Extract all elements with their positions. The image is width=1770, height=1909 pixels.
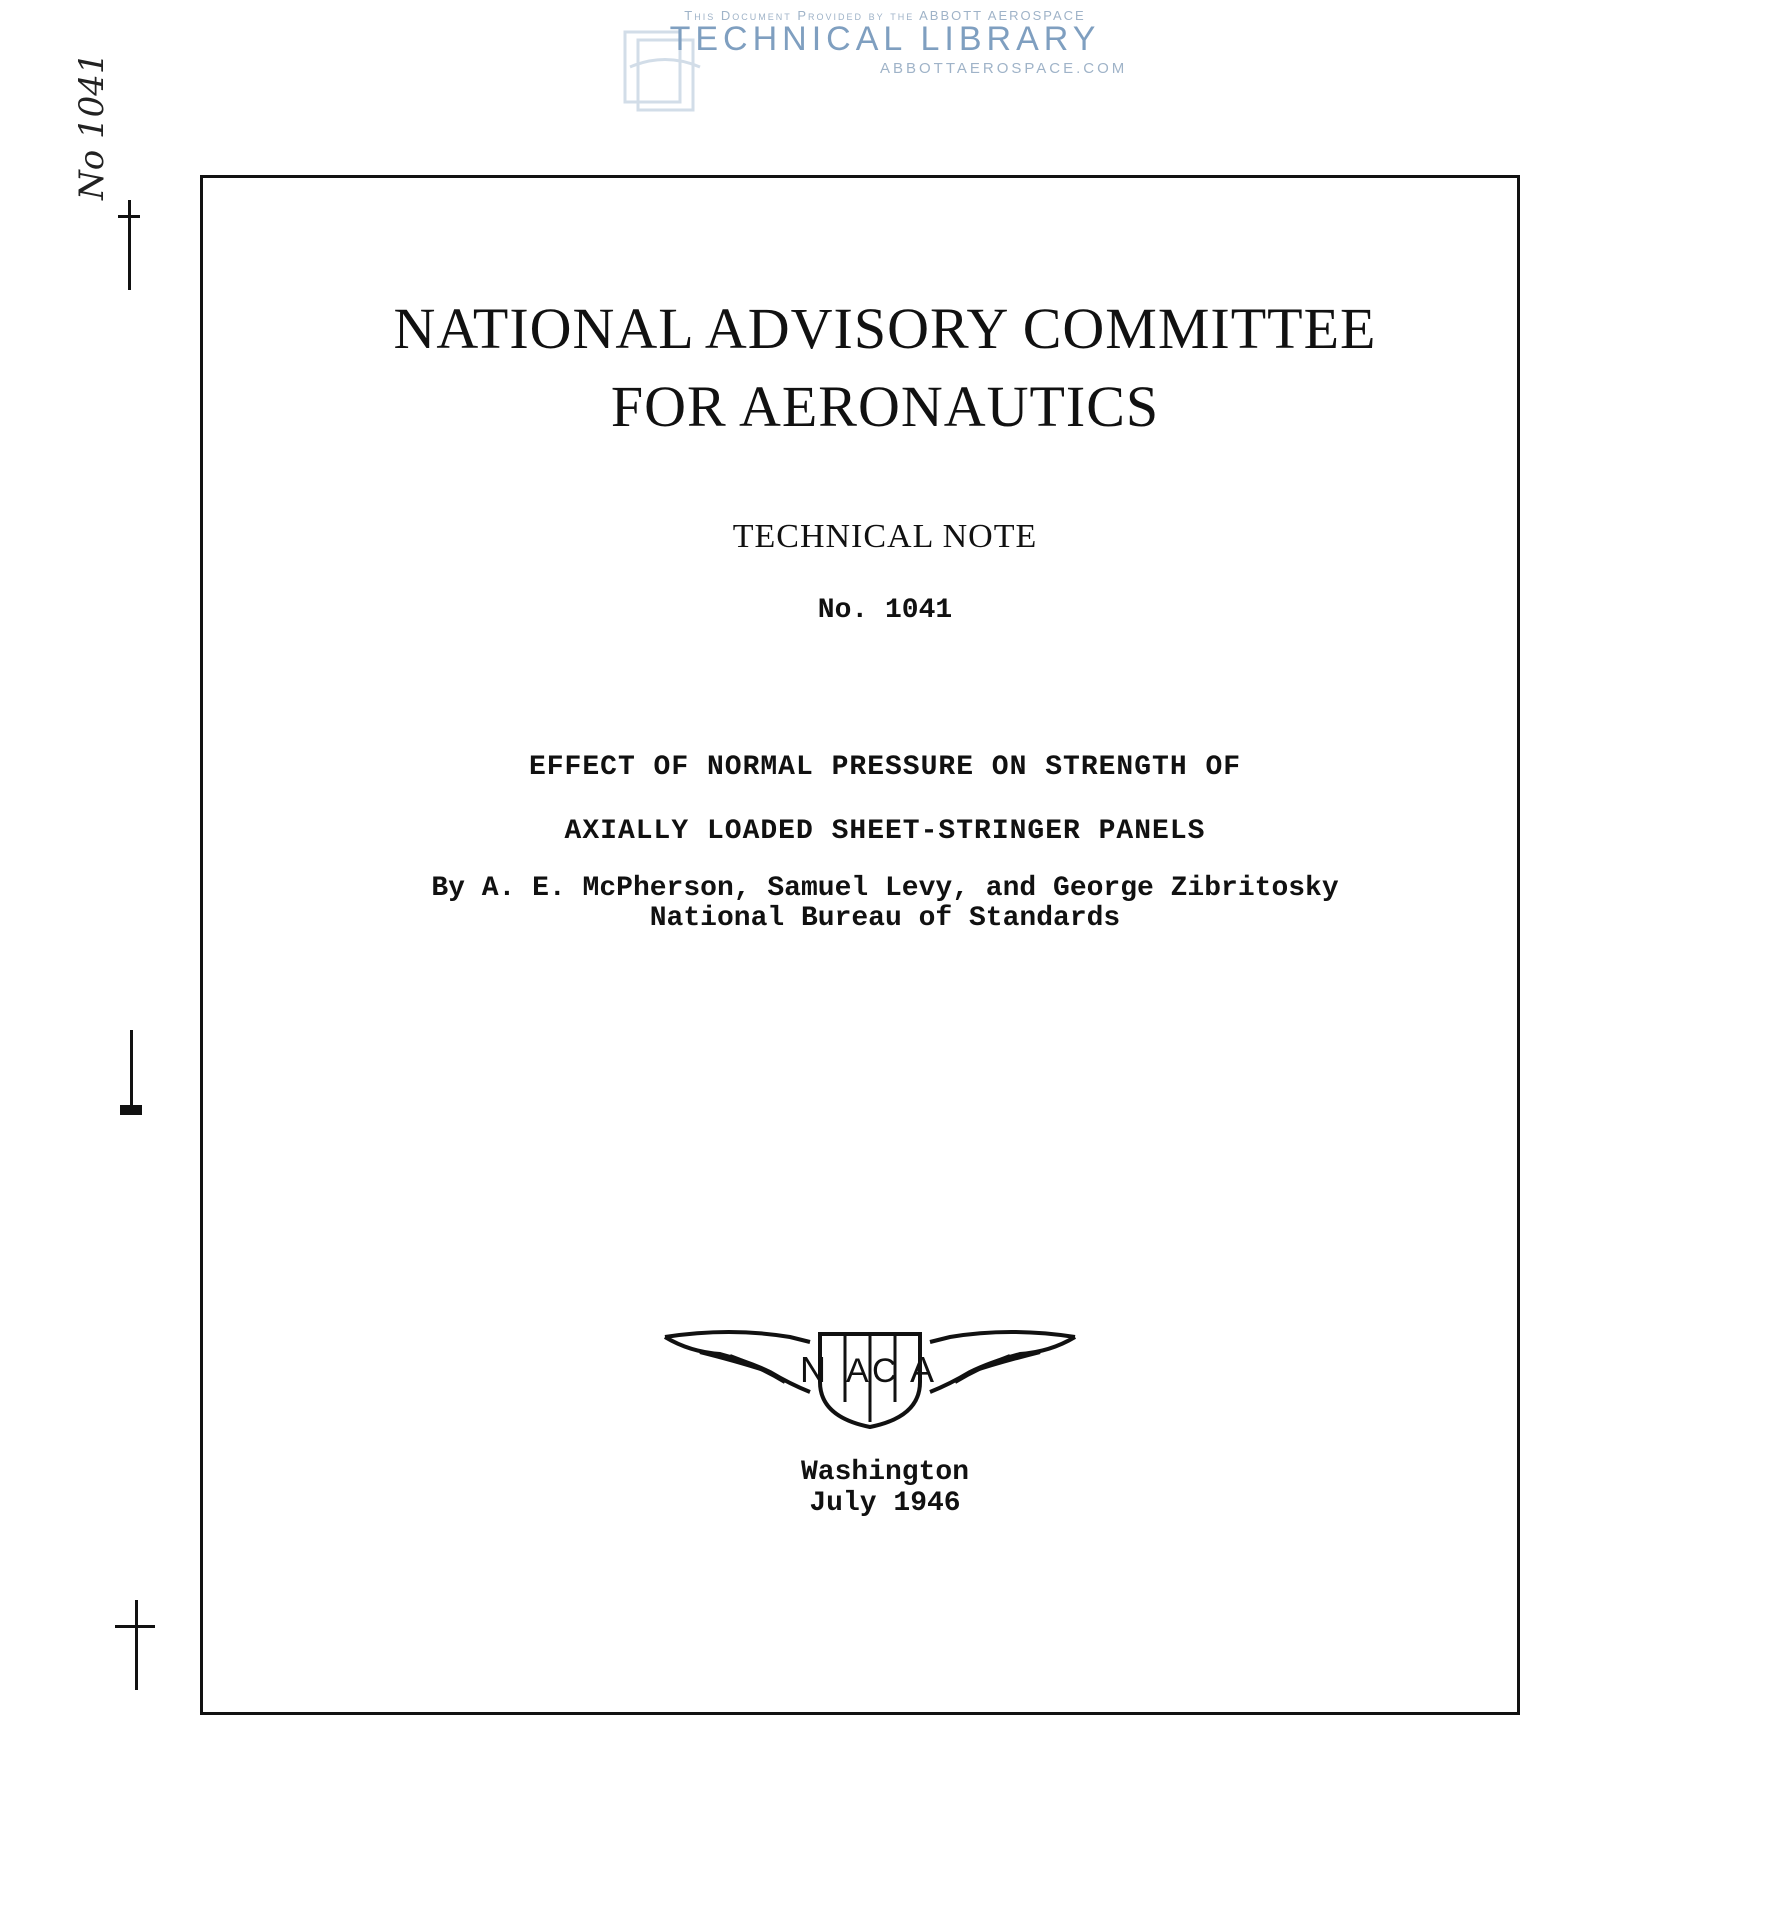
emblem-letter-a: A (846, 1352, 869, 1390)
scan-mark (120, 1105, 142, 1115)
emblem-letter-c: C (872, 1352, 897, 1390)
handwritten-note: No 1041 (72, 52, 112, 200)
watermark-title: TECHNICAL LIBRARY (669, 20, 1101, 58)
publication-place: Washington (800, 1457, 970, 1488)
report-title-line-1: EFFECT OF NORMAL PRESSURE ON STRENGTH OF (528, 752, 1242, 783)
organization-line-1: NATIONAL ADVISORY COMMITTEE (393, 296, 1377, 361)
emblem-letter-a2: A (910, 1349, 935, 1390)
organization-title (0, 290, 1770, 446)
left-wing-icon (665, 1332, 810, 1392)
watermark-provider: This Document Provided by the ABBOTT AEROSPACE (684, 8, 1086, 23)
right-wing-icon (930, 1332, 1075, 1392)
scan-mark (128, 200, 131, 290)
authors: By A. E. McPherson, Samuel Levy, and George Zibritosky (431, 873, 1339, 904)
organization-line-2: FOR AERONAUTICS (610, 374, 1160, 439)
scan-mark (115, 1625, 155, 1628)
scan-mark (135, 1600, 138, 1690)
report-title-line-2: AXIALLY LOADED SHEET-STRINGER PANELS (564, 816, 1206, 847)
series-label: TECHNICAL NOTE (732, 518, 1038, 555)
emblem-letter-n: N (800, 1349, 826, 1390)
publication-date: July 1946 (809, 1488, 961, 1519)
watermark-url: ABBOTTAEROSPACE.COM (880, 60, 1128, 77)
note-number: No. 1041 (817, 595, 953, 626)
naca-emblem (660, 1322, 1080, 1432)
scan-mark (130, 1030, 133, 1115)
affiliation: National Bureau of Standards (649, 903, 1121, 934)
scan-mark (118, 215, 140, 218)
